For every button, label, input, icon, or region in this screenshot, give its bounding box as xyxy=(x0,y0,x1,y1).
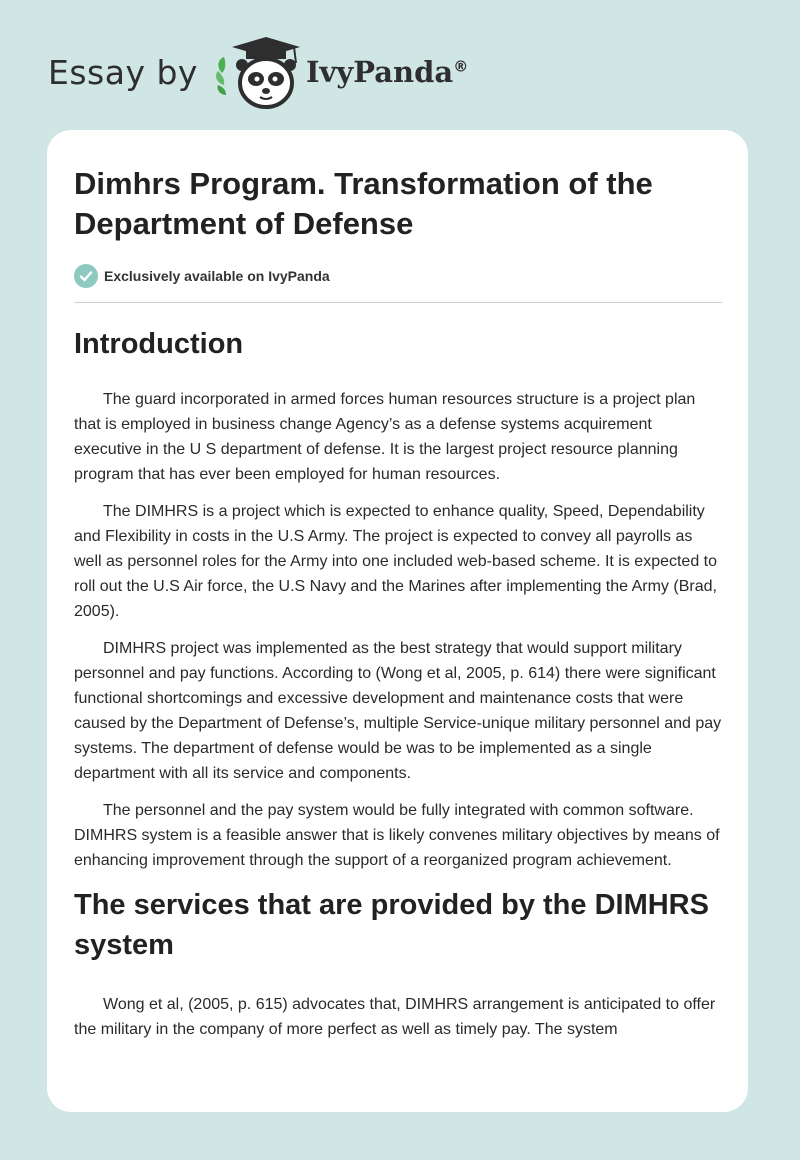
essay-by-label: Essay by xyxy=(48,52,198,92)
section-heading-introduction: Introduction xyxy=(74,328,244,360)
exclusive-label: Exclusively available on IvyPanda xyxy=(104,268,330,284)
check-icon xyxy=(74,264,98,288)
section-heading-services: The services that are provided by the DIMHRS system xyxy=(74,889,709,961)
article-card xyxy=(47,130,748,1112)
site-header xyxy=(48,32,468,112)
brand-label: IvyPanda xyxy=(305,55,454,89)
page-title: Dimhrs Program. Transformation of the Department of Defense xyxy=(74,166,653,241)
paragraph: DIMHRS project was implemented as the best strategy that would support military personnel and pay functions. According to (Wong et al, 2005, p. 614) there were significant functional shortcomings and excessive development and maintenance costs that were caused by the Department of Defense’s, multiple Service-unique military personnel and pay systems. The department of defense would be was to be implemented as a single department with all its service and components. xyxy=(74,640,722,782)
paragraph: The DIMHRS is a project which is expected to enhance quality, Speed, Dependability and Flexibility in costs in the U.S Army. The project is expected to convey all payrolls as well as personnel roles for the Army into one included web-based scheme. It is expected to roll out the U.S Air force, the U.S Navy and the Marines after implementing the Army (Brad, 2005). xyxy=(74,503,718,620)
section-body-services xyxy=(74,992,722,1042)
paragraph: Wong et al, (2005, p. 615) advocates that, DIMHRS arrangement is anticipated to offer the military in the company of more perfect as well as timely pay. The system xyxy=(74,996,716,1038)
brand-name[interactable] xyxy=(306,55,468,89)
divider xyxy=(74,302,722,303)
paragraph: The personnel and the pay system would be fully integrated with common software. DIMHRS system is a feasible answer that is likely convenes military objectives by means of enhancing improvement through the support of a reorganized program achievement. xyxy=(74,802,720,869)
section-body-introduction xyxy=(74,387,722,873)
ivypanda-logo-icon[interactable] xyxy=(212,33,302,111)
exclusive-badge xyxy=(74,262,722,290)
registered-mark: ® xyxy=(453,57,469,76)
paragraph: The guard incorporated in armed forces human resources structure is a project plan that is employed in business change Agency’s as a defense systems acquirement executive in the U S department of defense. It is the largest project resource planning program that has ever been employed for human resources. xyxy=(74,391,696,483)
